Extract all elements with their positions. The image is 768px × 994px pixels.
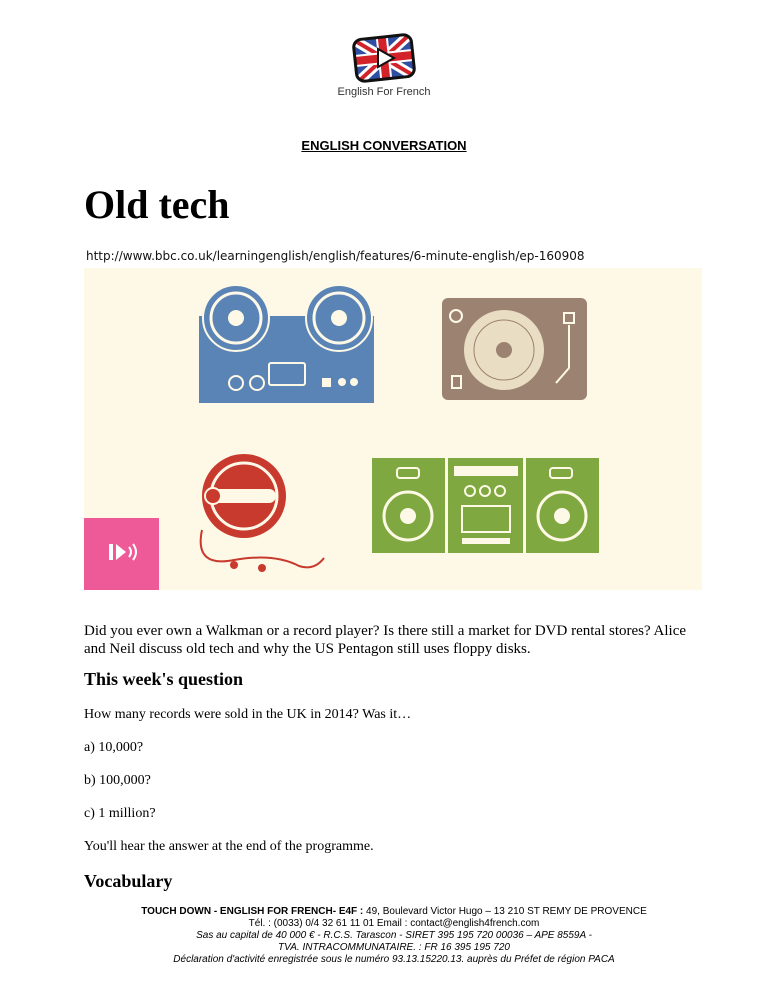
footer-line-5: Déclaration d'activité enregistrée sous le numéro 93.13.15220.13. auprès du Préfet de région PACA — [173, 954, 615, 965]
vocabulary-heading: Vocabulary — [84, 871, 173, 891]
answer-note: You'll hear the answer at the end of the programme. — [84, 839, 374, 854]
logo-caption: English For French — [337, 86, 431, 98]
hero-illustration — [84, 268, 702, 590]
union-jack-play-logo — [349, 32, 419, 84]
section-label: ENGLISH CONVERSATION — [301, 138, 467, 153]
footer-company: TOUCH DOWN - ENGLISH FOR FRENCH- E4F : — [141, 906, 364, 917]
footer — [84, 906, 704, 966]
question-heading: This week's question — [84, 669, 244, 689]
answer-option-a: a) 10,000? — [84, 740, 144, 755]
page-title: Old tech — [84, 182, 230, 227]
footer-line-3: Sas au capital de 40 000 € - R.C.S. Tarascon - SIRET 395 195 720 00036 – APE 8559A - — [196, 930, 592, 941]
record-player — [442, 298, 587, 400]
audio-badge — [84, 518, 159, 590]
intro-paragraph: Did you ever own a Walkman or a record player? Is there still a market for DVD rental stores? Alice and Neil discuss old tech and why the US Pentagon still uses floppy disks. — [84, 623, 687, 657]
footer-address: 49, Boulevard Victor Hugo – 13 210 ST REMY DE PROVENCE — [363, 906, 647, 917]
source-link[interactable]: http://www.bbc.co.uk/learningenglish/english/features/6-minute-english/ep-160908 — [86, 249, 585, 263]
boombox — [372, 458, 599, 553]
answer-option-c: c) 1 million? — [84, 806, 156, 821]
footer-line-4: TVA. INTRACOMMUNATAIRE. : FR 16 395 195 720 — [278, 942, 510, 953]
question-prompt: How many records were sold in the UK in 2014? Was it… — [84, 707, 412, 722]
footer-line-2: Tél. : (0033) 0/4 32 61 11 01 Email : contact@english4french.com — [248, 918, 540, 929]
footer-line-1 — [84, 906, 704, 918]
answer-option-b: b) 100,000? — [84, 773, 151, 788]
